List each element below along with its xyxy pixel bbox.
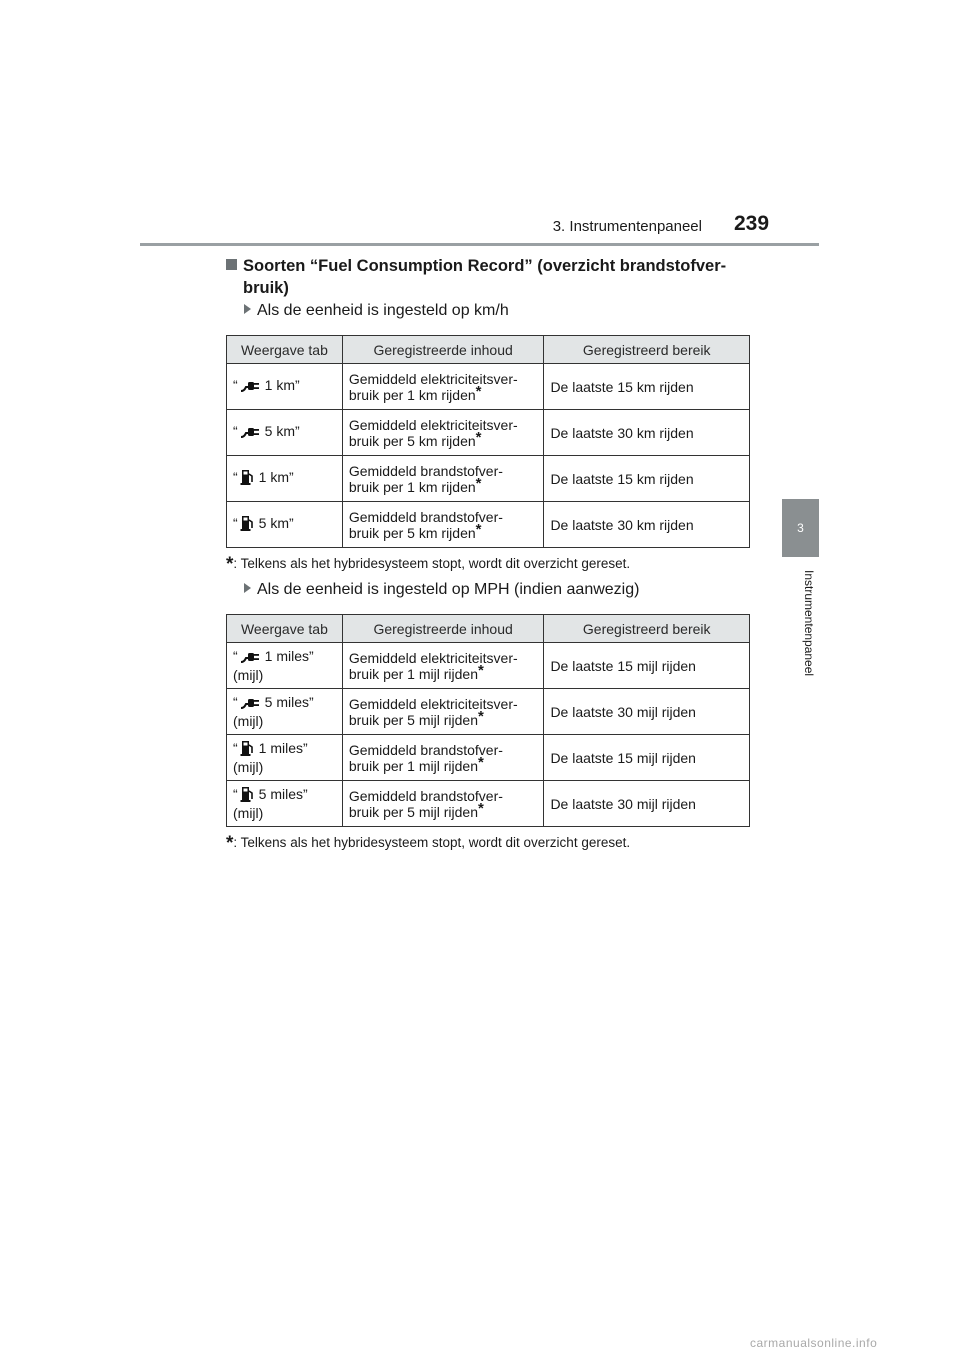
tab-unit: (mijl) [233,667,264,683]
fuel-pump-icon [240,515,254,534]
table-row [227,735,750,781]
footnote-marker: * [478,753,484,771]
display-tab-cell [227,735,343,781]
tab-unit: (mijl) [233,759,264,775]
column-header: Geregistreerd bereik [544,615,750,643]
tab-unit: (mijl) [233,805,264,821]
content-line2: bruik per 5 km rijden [348,524,476,541]
footnote-marker: * [475,520,482,538]
footnote-km: *: Telkens als het hybridesysteem stopt, wordt dit overzicht gereset. [226,554,631,575]
recorded-content-cell [342,735,544,781]
square-bullet-icon [226,259,237,270]
recorded-range-cell: De laatste 15 km rijden [544,456,750,502]
tab-label: 1 miles” [258,740,308,756]
footnote-star: * [226,554,234,575]
content-line1: Gemiddeld elektriciteitsver- [348,416,518,433]
tab-unit: (mijl) [233,713,264,729]
open-quote: “ [233,786,238,802]
table-row [227,364,750,410]
content-line2: bruik per 1 km rijden [348,478,476,495]
content-line1: Gemiddeld brandstofver- [348,741,503,758]
table-row [227,456,750,502]
chapter-header: 3. Instrumentenpaneel [552,218,702,235]
recorded-content-cell [342,643,544,689]
recorded-range-cell: De laatste 30 km rijden [544,502,750,548]
column-header: Geregistreerde inhoud [342,336,544,364]
recorded-range-cell: De laatste 15 mijl rijden [544,735,750,781]
footnote-marker: * [478,661,484,679]
display-tab-cell [227,410,343,456]
recorded-content-cell [342,410,544,456]
chapter-tab-label: Instrumentenpaneel [802,570,816,677]
content-line1: Gemiddeld elektriciteitsver- [348,695,518,712]
open-quote: “ [233,377,238,393]
chapter-tab[interactable] [782,499,819,557]
open-quote: “ [233,740,238,756]
content-line2: bruik per 5 mijl rijden [348,803,478,820]
fuel-pump-icon [240,469,254,488]
recorded-content-cell [342,689,544,735]
open-quote: “ [233,648,238,664]
content-line1: Gemiddeld brandstofver- [348,787,503,804]
miles-record-table [226,614,750,827]
content-line1: Gemiddeld elektriciteitsver- [348,370,518,387]
open-quote: “ [233,423,238,439]
footnote-star: * [226,833,234,854]
recorded-content-cell [342,781,544,827]
table-row [227,410,750,456]
tab-label: 1 miles” [264,648,314,664]
section-title-line1: Soorten “Fuel Consumption Record” (overzicht brandstofver- [243,257,727,275]
footnote-marker: * [475,382,482,400]
display-tab-cell [227,689,343,735]
content-line1: Gemiddeld elektriciteitsver- [348,649,518,666]
tab-label: 1 km” [264,377,300,393]
recorded-content-cell [342,364,544,410]
display-tab-cell [227,781,343,827]
tab-label: 5 miles” [258,786,308,802]
column-header: Geregistreerde inhoud [342,615,544,643]
content-line2: bruik per 1 km rijden [348,386,476,403]
column-header: Weergave tab [227,615,343,643]
chapter-tab-number: 3 [797,521,804,535]
table-row [227,502,750,548]
open-quote: “ [233,694,238,710]
footnote-marker: * [475,474,482,492]
content-line2: bruik per 5 km rijden [348,432,476,449]
column-header: Geregistreerd bereik [544,336,750,364]
subheading-km: Als de eenheid is ingesteld op km/h [244,302,509,320]
arrow-bullet-icon [244,304,251,314]
column-header: Weergave tab [227,336,343,364]
subheading-miles: Als de eenheid is ingesteld op MPH (indien aanwezig) [244,581,639,599]
tab-label: 5 km” [264,423,300,439]
section-title-line2: bruik) [243,279,289,297]
content-line2: bruik per 1 mijl rijden [348,665,478,682]
table-row [227,643,750,689]
recorded-range-cell: De laatste 30 mijl rijden [544,781,750,827]
display-tab-cell [227,456,343,502]
content-line2: bruik per 1 mijl rijden [348,757,478,774]
open-quote: “ [233,469,238,485]
page-number: 239 [734,212,770,235]
electric-plug-icon [240,379,260,396]
watermark: carmanualsonline.info [750,1336,878,1350]
footnote-miles: *: Telkens als het hybridesysteem stopt, wordt dit overzicht gereset. [226,833,631,854]
header-divider [140,243,819,246]
table-row [227,781,750,827]
content-line2: bruik per 5 mijl rijden [348,711,478,728]
footnote-marker: * [478,799,484,817]
electric-plug-icon [240,650,260,667]
open-quote: “ [233,515,238,531]
tab-label: 5 km” [258,515,294,531]
arrow-bullet-icon [244,583,251,593]
table-row [227,689,750,735]
content-line1: Gemiddeld brandstofver- [348,462,503,479]
content-line1: Gemiddeld brandstofver- [348,508,503,525]
electric-plug-icon [240,425,260,442]
section-title [226,255,750,299]
electric-plug-icon [240,696,260,713]
tab-label: 5 miles” [264,694,314,710]
display-tab-cell [227,364,343,410]
footnote-marker: * [475,428,482,446]
fuel-pump-icon [240,740,254,759]
footnote-marker: * [478,707,484,725]
display-tab-cell [227,643,343,689]
recorded-content-cell [342,456,544,502]
recorded-range-cell: De laatste 15 km rijden [544,364,750,410]
display-tab-cell [227,502,343,548]
km-record-table [226,335,750,548]
fuel-pump-icon [240,786,254,805]
recorded-range-cell: De laatste 15 mijl rijden [544,643,750,689]
recorded-content-cell [342,502,544,548]
recorded-range-cell: De laatste 30 km rijden [544,410,750,456]
recorded-range-cell: De laatste 30 mijl rijden [544,689,750,735]
tab-label: 1 km” [258,469,294,485]
